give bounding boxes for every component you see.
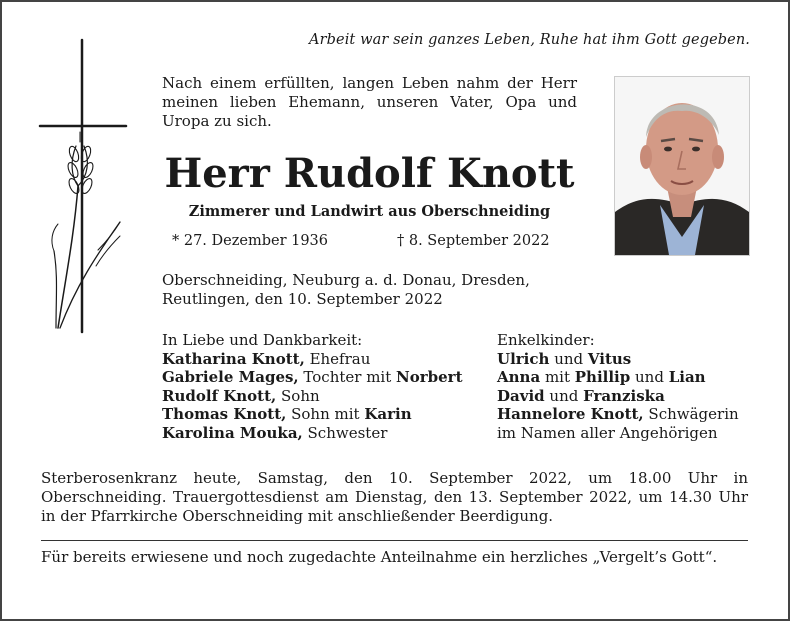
person-name: Anna bbox=[497, 368, 541, 386]
relation-text: Ehefrau bbox=[304, 349, 371, 368]
relation-text: Tochter mit bbox=[298, 368, 397, 386]
relation-text: Schwägerin bbox=[643, 405, 739, 423]
birth-date: * 27. Dezember 1936 bbox=[172, 233, 329, 249]
relation-text: und bbox=[544, 386, 584, 405]
quote: Arbeit war sein ganzes Leben, Ruhe hat ihm Gott gegeben. bbox=[309, 32, 750, 48]
place-line-1: Oberschneiding, Neuburg a. d. Donau, Dresden, bbox=[162, 271, 530, 289]
person-name: Katharina Knott, bbox=[162, 349, 305, 368]
thanks-text: Für bereits erwiesene und noch zugedachte Anteilnahme ein herzliches „Vergelt’s Gott“. bbox=[41, 548, 718, 566]
person-name: Vitus bbox=[587, 349, 632, 368]
left-list-item bbox=[162, 424, 482, 443]
relation-text: Sohn bbox=[276, 386, 320, 405]
portrait-image bbox=[615, 77, 749, 255]
person-name: Norbert bbox=[396, 368, 463, 386]
family-column bbox=[162, 331, 482, 442]
grandchildren-list bbox=[497, 350, 757, 443]
person-name: David bbox=[497, 386, 545, 405]
person-name: Ulrich bbox=[497, 349, 550, 368]
deceased-name: Herr Rudolf Knott bbox=[164, 150, 575, 197]
person-name: Gabriele Mages, bbox=[162, 368, 299, 386]
right-list-item bbox=[497, 424, 757, 443]
family-heading: In Liebe und Dankbarkeit: bbox=[162, 331, 363, 349]
cross-with-wheat-icon bbox=[36, 36, 136, 336]
relation-text: und bbox=[549, 349, 588, 368]
place-line-2: Reutlingen, den 10. September 2022 bbox=[162, 290, 443, 308]
relation-text: im Namen aller Angehörigen bbox=[497, 423, 718, 442]
right-list-item bbox=[497, 368, 757, 387]
person-name: Hannelore Knott, bbox=[497, 405, 644, 423]
person-name: Franziska bbox=[583, 386, 665, 405]
relation-text: und bbox=[630, 368, 669, 386]
divider bbox=[41, 540, 748, 541]
place-and-date bbox=[162, 271, 582, 309]
intro-text: Nach einem erfüllten, langen Leben nahm der Herr meinen lieben Ehemann, unseren Vater, Opa und Uropa zu sich. bbox=[162, 74, 577, 130]
grandchildren-column bbox=[497, 331, 757, 442]
person-name: Rudolf Knott, bbox=[162, 386, 277, 405]
relation-text: mit bbox=[540, 368, 575, 386]
left-list-item bbox=[162, 368, 482, 387]
person-name: Phillip bbox=[574, 368, 631, 386]
person-name: Karolina Mouka, bbox=[162, 423, 303, 442]
service-information: Sterberosenkranz heute, Samstag, den 10. September 2022, um 18.00 Uhr in Oberschneiding. Trauergottesdienst am Dienstag, den 13. September 2022, um 14.30 Uhr in der Pfarrkirche Oberschneiding mit anschließender Beerdigung. bbox=[41, 469, 748, 525]
person-name: Lian bbox=[668, 368, 706, 386]
person-name: Karin bbox=[364, 405, 412, 423]
portrait-photo bbox=[614, 76, 750, 256]
right-list-item bbox=[497, 405, 757, 424]
right-list-item bbox=[497, 387, 757, 406]
right-list-item bbox=[497, 350, 757, 369]
left-list-item bbox=[162, 350, 482, 369]
relation-text: Schwester bbox=[302, 423, 388, 442]
left-list-item bbox=[162, 405, 482, 424]
death-date: † 8. September 2022 bbox=[397, 233, 550, 249]
grandchildren-heading: Enkelkinder: bbox=[497, 331, 595, 349]
relation-text: Sohn mit bbox=[286, 405, 365, 423]
left-list-item bbox=[162, 387, 482, 406]
family-list bbox=[162, 350, 482, 443]
person-name: Thomas Knott, bbox=[162, 405, 287, 423]
occupation: Zimmerer und Landwirt aus Oberschneiding bbox=[188, 203, 551, 220]
